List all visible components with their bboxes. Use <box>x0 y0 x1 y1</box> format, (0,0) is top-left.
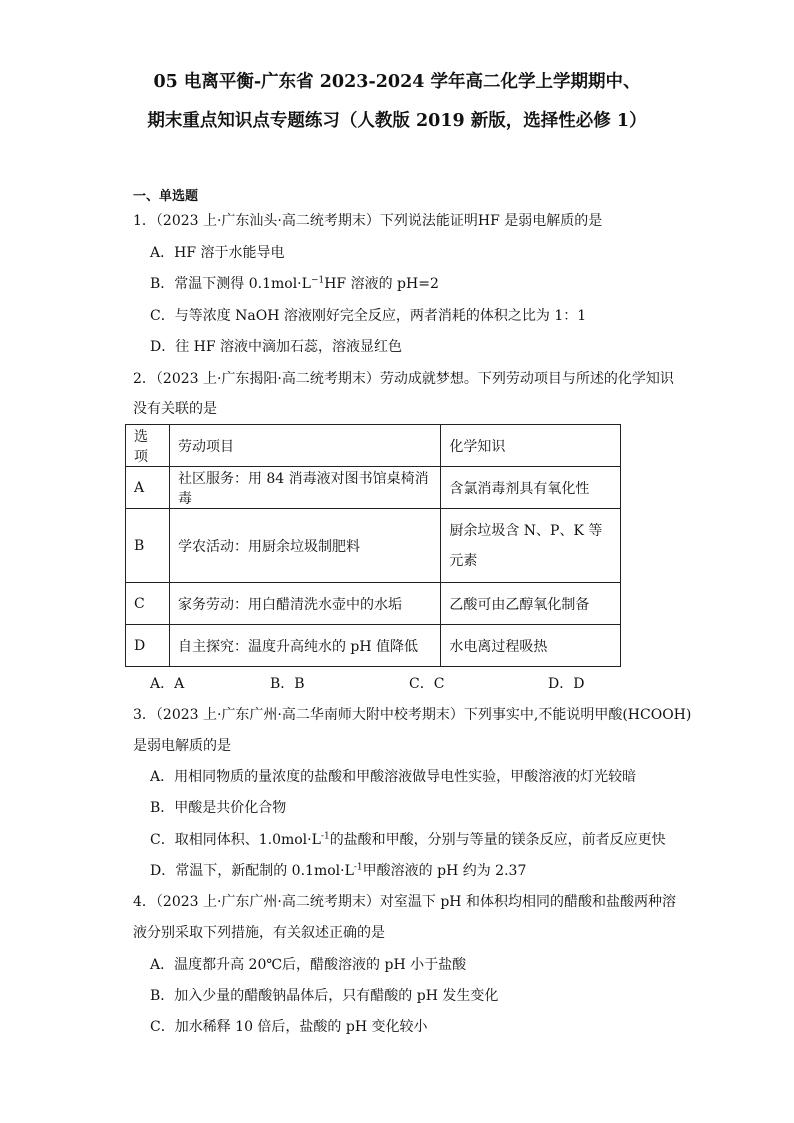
q3-option-d: D．常温下，新配制的 $0.1mol\cdot L^{-1}$甲酸溶液的 pH 约为 2.37 <box>150 862 527 879</box>
table-row <box>126 509 621 583</box>
doc-title-line2: 期末重点知识点专题练习（人教版 2019 新版，选择性必修 1） <box>147 111 647 131</box>
q3-stem-line2: 是弱电解质的是 <box>133 738 231 754</box>
q1-stem: 1．（2023 上·广东汕头·高二统考期末）下列说法能证明HF 是弱电解质的是 <box>133 213 603 229</box>
table-row <box>126 583 621 625</box>
q2-stem-line1: 2．（2023 上·广东揭阳·高二统考期末）劳动成就梦想。下列劳动项目与所述的化学知识 <box>133 371 674 387</box>
table-row <box>126 467 621 509</box>
table-cell: 家务劳动：用白醋清洗水壶中的水垢 <box>169 583 440 625</box>
q1-option-a: A．HF 溶于水能导电 <box>150 245 285 261</box>
table-cell: 厨余垃圾含 N、P、K 等元素 <box>441 509 621 583</box>
q3-option-c: C．取相同体积、$1.0mol\cdot L^{-1}$的盐酸和甲酸，分别与等量的镁条反应，前者反应更快 <box>150 831 666 848</box>
q2-choice-c: C．C <box>409 676 445 692</box>
table-cell: 自主探究：温度升高纯水的 pH 值降低 <box>169 625 440 667</box>
table-cell: 学农活动：用厨余垃圾制肥料 <box>169 509 440 583</box>
q1-option-d: D．往 HF 溶液中滴加石蕊，溶液显红色 <box>150 339 403 355</box>
section-heading: 一、单选题 <box>133 189 199 204</box>
table-cell: C <box>126 583 170 625</box>
q3-option-a: A．用相同物质的量浓度的盐酸和甲酸溶液做导电性实验，甲酸溶液的灯光较暗 <box>150 769 637 785</box>
q4-option-a: A．温度都升高 20℃后，醋酸溶液的 pH 小于盐酸 <box>150 957 467 973</box>
table-cell: B <box>126 509 170 583</box>
q2-choice-b: B．B <box>270 676 305 692</box>
q2-choice-a: A．A <box>150 676 185 692</box>
q4-stem-line1: 4．（2023 上·广东广州·高二统考期末）对室温下 pH 和体积均相同的醋酸和盐酸两种溶 <box>133 894 676 910</box>
table-cell: 乙酸可由乙醇氧化制备 <box>441 583 621 625</box>
q1-option-b: B．常温下测得 $0.1mol\cdot L^{-1}HF$ 溶液的 pH=2 <box>150 275 439 292</box>
table-header-cell: 化学知识 <box>441 425 621 467</box>
q2-choice-d: D．D <box>548 676 585 692</box>
q4-stem-line2: 液分别采取下列措施，有关叙述正确的是 <box>133 925 385 941</box>
q2-stem-line2: 没有关联的是 <box>133 401 217 417</box>
table-cell: D <box>126 625 170 667</box>
table-cell: A <box>126 467 170 509</box>
table-cell: 水电离过程吸热 <box>441 625 621 667</box>
table-header-cell: 劳动项目 <box>169 425 440 467</box>
table-cell: 含氯消毒剂具有氧化性 <box>441 467 621 509</box>
table-header-row <box>126 425 621 467</box>
q4-option-b: B．加入少量的醋酸钠晶体后，只有醋酸的 pH 发生变化 <box>150 988 499 1004</box>
doc-title-line1: 05 电离平衡-广东省 2023-2024 学年高二化学上学期期中、 <box>153 72 641 92</box>
q1-option-c: C．与等浓度 NaOH 溶液刚好完全反应，两者消耗的体积之比为 1：1 <box>150 308 587 324</box>
q4-option-c: C．加水稀释 10 倍后，盐酸的 pH 变化较小 <box>150 1019 428 1035</box>
q3-stem-line1: 3．（2023 上·广东广州·高二华南师大附中校考期末）下列事实中,不能说明甲酸(HCOOH) <box>133 707 692 723</box>
q2-table <box>125 424 621 667</box>
q3-option-b: B．甲酸是共价化合物 <box>150 800 287 816</box>
table-cell: 社区服务：用 84 消毒液对图书馆桌椅消毒 <box>169 467 440 509</box>
table-header-cell: 选项 <box>126 425 170 467</box>
table-row <box>126 625 621 667</box>
